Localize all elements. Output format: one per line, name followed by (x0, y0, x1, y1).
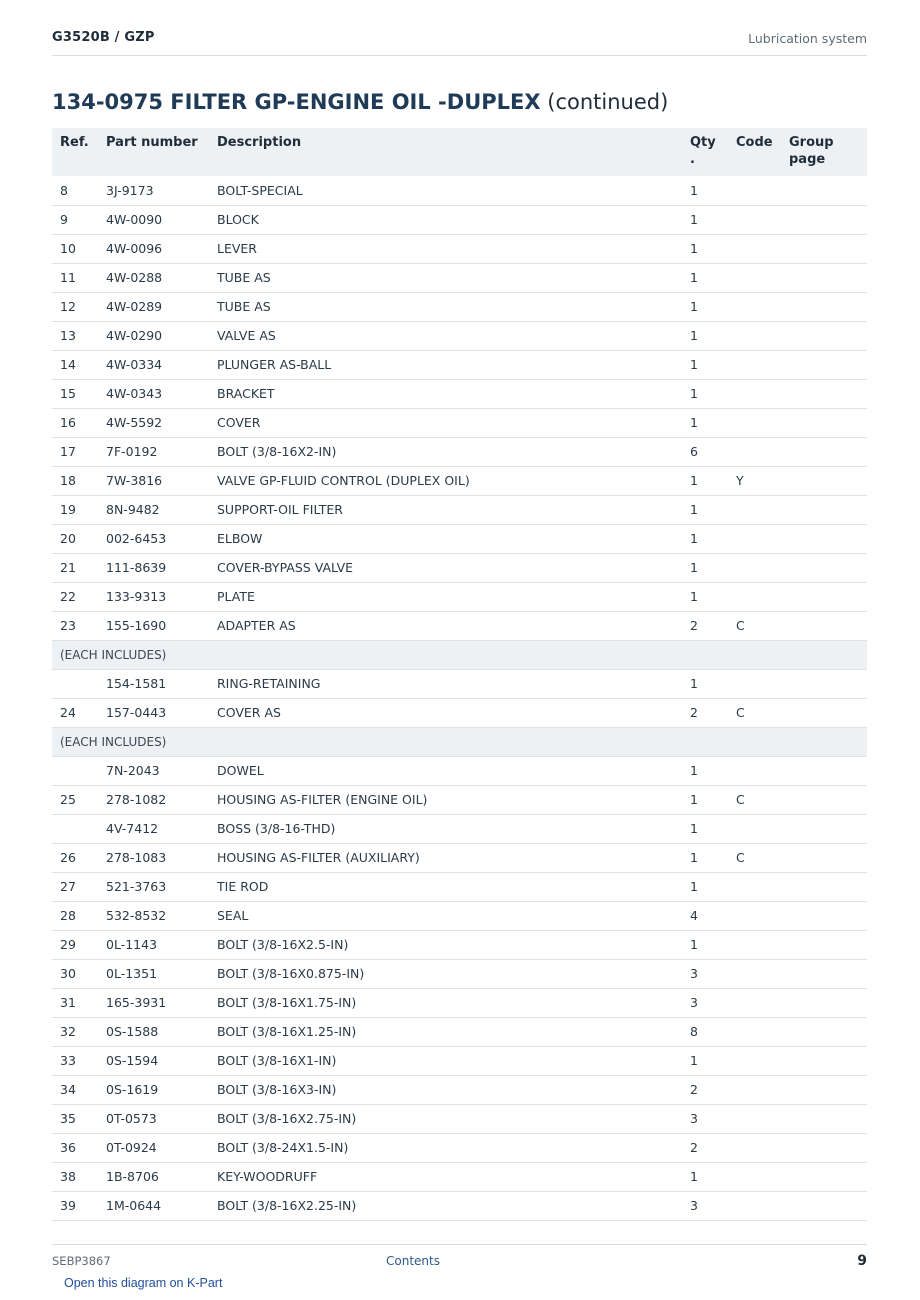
cell-description: PLATE (209, 582, 682, 611)
table-row (52, 1046, 867, 1075)
cell-ref: 34 (52, 1075, 98, 1104)
parts-table (52, 128, 867, 1221)
cell-qty: 1 (682, 263, 728, 292)
cell-part-number: 0T-0924 (98, 1133, 209, 1162)
cell-qty: 1 (682, 756, 728, 785)
cell-group-page (781, 292, 867, 321)
cell-qty: 1 (682, 408, 728, 437)
cell-qty: 1 (682, 321, 728, 350)
cell-part-number: 7F-0192 (98, 437, 209, 466)
table-row (52, 814, 867, 843)
cell-ref (52, 669, 98, 698)
column-header-qty: Qty . (682, 128, 728, 176)
cell-group-page (781, 263, 867, 292)
cell-part-number: 0S-1594 (98, 1046, 209, 1075)
cell-ref: 27 (52, 872, 98, 901)
cell-part-number: 0L-1351 (98, 959, 209, 988)
cell-ref: 12 (52, 292, 98, 321)
column-header-code: Code (728, 128, 781, 176)
cell-description: TIE ROD (209, 872, 682, 901)
cell-group-page (781, 321, 867, 350)
cell-qty: 6 (682, 437, 728, 466)
cell-ref: 10 (52, 234, 98, 263)
cell-group-page (781, 379, 867, 408)
cell-ref: 18 (52, 466, 98, 495)
table-row (52, 1017, 867, 1046)
cell-group-page (781, 843, 867, 872)
cell-code (728, 1075, 781, 1104)
cell-group-page (781, 205, 867, 234)
cell-description: SEAL (209, 901, 682, 930)
cell-description: KEY-WOODRUFF (209, 1162, 682, 1191)
title-suffix: (continued) (540, 90, 669, 114)
cell-group-page (781, 176, 867, 205)
cell-group-page (781, 814, 867, 843)
cell-ref: 24 (52, 698, 98, 727)
table-row (52, 263, 867, 292)
cell-ref: 25 (52, 785, 98, 814)
cell-code (728, 553, 781, 582)
cell-part-number: 7W-3816 (98, 466, 209, 495)
cell-code (728, 292, 781, 321)
cell-part-number: 0S-1588 (98, 1017, 209, 1046)
cell-description: BOSS (3/8-16-THD) (209, 814, 682, 843)
cell-part-number: 3J-9173 (98, 176, 209, 205)
document-id: SEBP3867 (52, 1254, 111, 1268)
table-row (52, 1104, 867, 1133)
cell-part-number: 8N-9482 (98, 495, 209, 524)
cell-code (728, 872, 781, 901)
table-row (52, 756, 867, 785)
column-header-ref: Ref. (52, 128, 98, 176)
cell-code (728, 901, 781, 930)
cell-part-number: 278-1083 (98, 843, 209, 872)
cell-code (728, 495, 781, 524)
cell-description: VALVE AS (209, 321, 682, 350)
cell-ref: 17 (52, 437, 98, 466)
cell-description: HOUSING AS-FILTER (AUXILIARY) (209, 843, 682, 872)
cell-group-page (781, 959, 867, 988)
cell-code (728, 582, 781, 611)
cell-group-page (781, 669, 867, 698)
cell-part-number: 157-0443 (98, 698, 209, 727)
includes-row (52, 727, 867, 756)
column-header-group-page: Group page (781, 128, 867, 176)
cell-qty: 1 (682, 466, 728, 495)
cell-description: COVER AS (209, 698, 682, 727)
cell-code (728, 1104, 781, 1133)
table-row (52, 843, 867, 872)
cell-description: TUBE AS (209, 263, 682, 292)
cell-description: PLUNGER AS-BALL (209, 350, 682, 379)
cell-ref: 33 (52, 1046, 98, 1075)
table-row (52, 379, 867, 408)
cell-group-page (781, 1075, 867, 1104)
table-row (52, 930, 867, 959)
table-row (52, 1133, 867, 1162)
page-title (52, 90, 668, 114)
cell-group-page (781, 408, 867, 437)
cell-code (728, 988, 781, 1017)
page-footer (52, 1244, 867, 1275)
table-row (52, 959, 867, 988)
page-number: 9 (857, 1253, 867, 1269)
table-row (52, 785, 867, 814)
table-row (52, 611, 867, 640)
cell-part-number: 4W-0090 (98, 205, 209, 234)
cell-ref: 26 (52, 843, 98, 872)
cell-description: BOLT (3/8-16X2.75-IN) (209, 1104, 682, 1133)
cell-code: C (728, 785, 781, 814)
cell-code (728, 1046, 781, 1075)
includes-label: (EACH INCLUDES) (52, 727, 867, 756)
cell-qty: 1 (682, 785, 728, 814)
cell-qty: 4 (682, 901, 728, 930)
table-row (52, 466, 867, 495)
table-row (52, 582, 867, 611)
cell-description: ELBOW (209, 524, 682, 553)
cell-qty: 1 (682, 234, 728, 263)
cell-code (728, 1017, 781, 1046)
cell-part-number: 532-8532 (98, 901, 209, 930)
cell-qty: 1 (682, 843, 728, 872)
cell-part-number: 4W-0290 (98, 321, 209, 350)
cell-code (728, 1133, 781, 1162)
cell-qty: 3 (682, 1104, 728, 1133)
contents-link[interactable]: Contents (386, 1254, 440, 1268)
cell-part-number: 4W-0096 (98, 234, 209, 263)
cell-ref: 35 (52, 1104, 98, 1133)
cell-code (728, 959, 781, 988)
table-row (52, 205, 867, 234)
cell-ref: 11 (52, 263, 98, 292)
page-header (52, 28, 867, 56)
cell-qty: 2 (682, 698, 728, 727)
table-row (52, 350, 867, 379)
table-row (52, 321, 867, 350)
cell-part-number: 4W-0334 (98, 350, 209, 379)
cell-group-page (781, 872, 867, 901)
cell-part-number: 111-8639 (98, 553, 209, 582)
cell-group-page (781, 553, 867, 582)
cell-description: BOLT (3/8-24X1.5-IN) (209, 1133, 682, 1162)
cell-qty: 1 (682, 1162, 728, 1191)
cell-part-number: 0S-1619 (98, 1075, 209, 1104)
table-row (52, 524, 867, 553)
cell-description: COVER-BYPASS VALVE (209, 553, 682, 582)
cell-description: BOLT (3/8-16X2-IN) (209, 437, 682, 466)
cell-qty: 1 (682, 379, 728, 408)
cell-part-number: 133-9313 (98, 582, 209, 611)
cell-part-number: 4V-7412 (98, 814, 209, 843)
cell-description: LEVER (209, 234, 682, 263)
section-label: Lubrication system (748, 31, 867, 46)
cell-ref: 30 (52, 959, 98, 988)
cell-description: BOLT-SPECIAL (209, 176, 682, 205)
cell-description: BRACKET (209, 379, 682, 408)
cell-code (728, 176, 781, 205)
cell-group-page (781, 495, 867, 524)
cell-code (728, 350, 781, 379)
cell-description: HOUSING AS-FILTER (ENGINE OIL) (209, 785, 682, 814)
cell-description: BLOCK (209, 205, 682, 234)
cell-qty: 8 (682, 1017, 728, 1046)
cell-description: ADAPTER AS (209, 611, 682, 640)
cell-part-number: 278-1082 (98, 785, 209, 814)
cell-ref: 15 (52, 379, 98, 408)
cell-qty: 1 (682, 930, 728, 959)
table-row (52, 176, 867, 205)
cell-group-page (781, 582, 867, 611)
cell-part-number: 4W-0343 (98, 379, 209, 408)
cell-code: Y (728, 466, 781, 495)
table-row (52, 553, 867, 582)
table-row (52, 437, 867, 466)
title-main: 134-0975 FILTER GP-ENGINE OIL -DUPLEX (52, 90, 541, 114)
cell-qty: 1 (682, 814, 728, 843)
cell-ref (52, 814, 98, 843)
cell-group-page (781, 930, 867, 959)
cell-group-page (781, 437, 867, 466)
cell-ref: 14 (52, 350, 98, 379)
cell-code (728, 234, 781, 263)
cell-ref: 36 (52, 1133, 98, 1162)
cell-group-page (781, 901, 867, 930)
table-row (52, 495, 867, 524)
table-row (52, 669, 867, 698)
table-row (52, 1075, 867, 1104)
cell-group-page (781, 524, 867, 553)
cell-ref: 8 (52, 176, 98, 205)
cell-part-number: 4W-0289 (98, 292, 209, 321)
cell-group-page (781, 1017, 867, 1046)
cell-ref: 23 (52, 611, 98, 640)
cell-code (728, 669, 781, 698)
cell-code (728, 321, 781, 350)
cell-code (728, 437, 781, 466)
cell-qty: 1 (682, 1046, 728, 1075)
cell-qty: 1 (682, 176, 728, 205)
cell-ref: 29 (52, 930, 98, 959)
cell-code (728, 379, 781, 408)
cell-code (728, 756, 781, 785)
table-row (52, 234, 867, 263)
cell-ref: 38 (52, 1162, 98, 1191)
cell-qty: 1 (682, 524, 728, 553)
cell-group-page (781, 1133, 867, 1162)
cell-description: BOLT (3/8-16X2.5-IN) (209, 930, 682, 959)
cell-description: BOLT (3/8-16X3-IN) (209, 1075, 682, 1104)
cell-description: BOLT (3/8-16X1.25-IN) (209, 1017, 682, 1046)
cell-qty: 3 (682, 959, 728, 988)
table-row (52, 408, 867, 437)
cell-part-number: 154-1581 (98, 669, 209, 698)
cell-part-number: 155-1690 (98, 611, 209, 640)
cell-group-page (781, 988, 867, 1017)
cell-group-page (781, 611, 867, 640)
cell-ref: 21 (52, 553, 98, 582)
cell-description: SUPPORT-OIL FILTER (209, 495, 682, 524)
cell-qty: 3 (682, 1191, 728, 1220)
cell-qty: 1 (682, 495, 728, 524)
cell-description: VALVE GP-FLUID CONTROL (DUPLEX OIL) (209, 466, 682, 495)
cell-part-number: 165-3931 (98, 988, 209, 1017)
cell-description: BOLT (3/8-16X0.875-IN) (209, 959, 682, 988)
cell-qty: 1 (682, 669, 728, 698)
cell-group-page (781, 234, 867, 263)
kpart-diagram-link[interactable]: Open this diagram on K-Part (64, 1276, 223, 1290)
cell-part-number: 0T-0573 (98, 1104, 209, 1133)
table-row (52, 698, 867, 727)
cell-description: BOLT (3/8-16X2.25-IN) (209, 1191, 682, 1220)
cell-code (728, 263, 781, 292)
cell-code (728, 205, 781, 234)
cell-qty: 1 (682, 582, 728, 611)
cell-code: C (728, 611, 781, 640)
table-row (52, 872, 867, 901)
cell-description: TUBE AS (209, 292, 682, 321)
cell-part-number: 1B-8706 (98, 1162, 209, 1191)
cell-qty: 2 (682, 611, 728, 640)
cell-part-number: 002-6453 (98, 524, 209, 553)
cell-description: BOLT (3/8-16X1-IN) (209, 1046, 682, 1075)
table-row (52, 292, 867, 321)
table-header-row (52, 128, 867, 176)
cell-code (728, 814, 781, 843)
cell-group-page (781, 698, 867, 727)
table-row (52, 1191, 867, 1220)
parts-table-body (52, 176, 867, 1220)
cell-code (728, 524, 781, 553)
cell-part-number: 7N-2043 (98, 756, 209, 785)
cell-group-page (781, 466, 867, 495)
table-row (52, 988, 867, 1017)
cell-part-number: 1M-0644 (98, 1191, 209, 1220)
table-row (52, 1162, 867, 1191)
cell-ref: 39 (52, 1191, 98, 1220)
cell-description: RING-RETAINING (209, 669, 682, 698)
cell-part-number: 0L-1143 (98, 930, 209, 959)
cell-group-page (781, 350, 867, 379)
cell-part-number: 4W-0288 (98, 263, 209, 292)
cell-ref: 13 (52, 321, 98, 350)
cell-qty: 1 (682, 205, 728, 234)
cell-ref: 31 (52, 988, 98, 1017)
cell-ref: 16 (52, 408, 98, 437)
cell-ref: 28 (52, 901, 98, 930)
column-header-part-number: Part number (98, 128, 209, 176)
cell-description: COVER (209, 408, 682, 437)
cell-ref: 19 (52, 495, 98, 524)
cell-qty: 1 (682, 553, 728, 582)
cell-group-page (781, 1046, 867, 1075)
cell-qty: 3 (682, 988, 728, 1017)
cell-ref: 22 (52, 582, 98, 611)
cell-qty: 1 (682, 292, 728, 321)
cell-code (728, 408, 781, 437)
model-label: G3520B / GZP (52, 30, 155, 45)
includes-row (52, 640, 867, 669)
cell-description: BOLT (3/8-16X1.75-IN) (209, 988, 682, 1017)
table-row (52, 901, 867, 930)
cell-description: DOWEL (209, 756, 682, 785)
includes-label: (EACH INCLUDES) (52, 640, 867, 669)
cell-part-number: 4W-5592 (98, 408, 209, 437)
cell-group-page (781, 785, 867, 814)
cell-code: C (728, 698, 781, 727)
cell-qty: 2 (682, 1075, 728, 1104)
cell-qty: 1 (682, 872, 728, 901)
cell-code (728, 930, 781, 959)
cell-ref: 32 (52, 1017, 98, 1046)
cell-ref: 20 (52, 524, 98, 553)
cell-code (728, 1162, 781, 1191)
cell-part-number: 521-3763 (98, 872, 209, 901)
cell-group-page (781, 1162, 867, 1191)
column-header-description: Description (209, 128, 682, 176)
cell-group-page (781, 1191, 867, 1220)
cell-qty: 1 (682, 350, 728, 379)
cell-group-page (781, 1104, 867, 1133)
cell-code: C (728, 843, 781, 872)
cell-qty: 2 (682, 1133, 728, 1162)
cell-code (728, 1191, 781, 1220)
cell-ref (52, 756, 98, 785)
cell-ref: 9 (52, 205, 98, 234)
cell-group-page (781, 756, 867, 785)
